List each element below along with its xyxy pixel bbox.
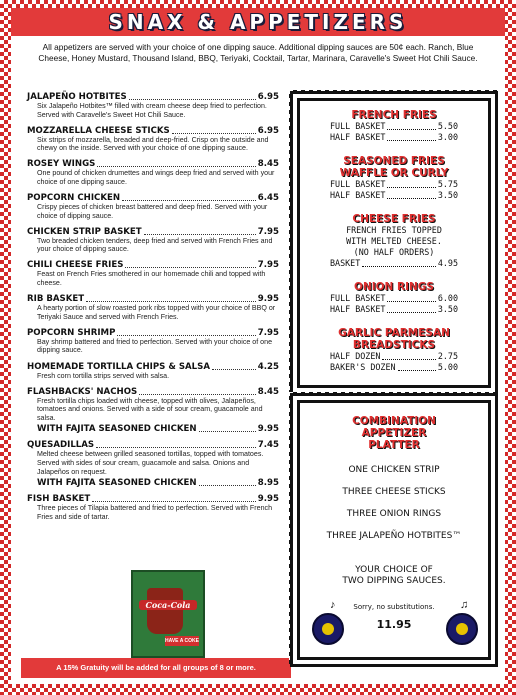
menu-item: [27, 193, 279, 220]
item-name: CHICKEN STRIP BASKET: [27, 226, 142, 237]
item-price: 6.45: [257, 193, 279, 204]
breadsticks-subtitle: BREADSTICKS: [352, 339, 436, 351]
menu-item: [27, 494, 279, 521]
item-name: FLASHBACKS' NACHOS: [27, 386, 138, 397]
item-name: RIB BASKET: [27, 294, 85, 305]
item-description: A hearty portion of slow roasted pork ribs topped with your choice of BBQ or Teriyaki Sauce and served with French Fries.: [37, 304, 276, 321]
item-price: 7.95: [257, 327, 279, 338]
price-line: FULL BASKET 5.50: [330, 121, 458, 131]
item-name: POPCORN SHRIMP: [27, 327, 116, 338]
item-name: FISH BASKET: [27, 494, 91, 505]
item-price: 6.95: [257, 125, 279, 136]
combo-title: COMBINATION: [352, 415, 436, 427]
item-price: 7.95: [257, 226, 279, 237]
item-description: Six Jalapeño Hotbites™ filled with cream cheese deep fried to perfection. Served with Caravelle's Sweet Hot Chili Sauce.: [37, 102, 267, 119]
item-price: 9.95: [257, 294, 279, 305]
french-fries-title: FRENCH FRIES: [351, 109, 437, 121]
item-description: Six strips of mozzarella, breaded and deep-fried. Crisp on the outside and chewy on the inside. Served with your choice of one dipping sauce.: [37, 135, 269, 153]
menu-item: [27, 328, 279, 355]
item-price: 7.45: [257, 440, 279, 451]
price-line: HALF BASKET 3.00: [330, 132, 458, 142]
item-description: Crispy pieces of chicken breast battered and deep fried. Served with your choice of dipping sauce.: [37, 203, 268, 220]
have-a-coke-tag: HAVE A COKE: [165, 638, 199, 644]
appetizer-list: [27, 92, 279, 528]
item-option: [27, 424, 279, 434]
combo-item: THREE JALAPEÑO HOTBITES™: [326, 531, 462, 541]
cheese-fries-desc: WITH MELTED CHEESE.: [346, 236, 442, 246]
item-price: 8.45: [257, 386, 279, 397]
menu-panel: [11, 8, 505, 684]
price-line: FULL BASKET 6.00: [330, 293, 458, 303]
menu-item: [27, 260, 279, 287]
page-title: SNAX & APPETIZERS: [11, 8, 505, 36]
item-name: JALAPEÑO HOTBITES: [27, 92, 127, 102]
menu-item: [27, 227, 279, 254]
item-price: 4.25: [257, 361, 279, 372]
item-name: QUESADILLAS: [27, 440, 95, 451]
music-note-icon: ♪: [330, 599, 336, 611]
item-description: Three pieces of Tilapia battered and fried to perfection. Served with French Fries and side of tartar.: [37, 504, 273, 521]
item-name: HOMEMADE TORTILLA CHIPS & SALSA: [27, 361, 210, 372]
option-name: WITH FAJITA SEASONED CHICKEN: [37, 478, 197, 489]
menu-item: [27, 440, 279, 476]
price-line: HALF DOZEN 2.75: [330, 351, 458, 361]
combo-title: APPETIZER: [361, 427, 427, 439]
item-name: ROSEY WINGS: [27, 159, 96, 170]
cheese-fries-note: (NO HALF ORDERS): [353, 247, 435, 257]
coca-cola-logo: Coca-Cola: [139, 600, 197, 610]
combo-title: PLATTER: [368, 439, 420, 451]
combo-item: ONE CHICKEN STRIP: [348, 465, 440, 475]
menu-item: [27, 294, 279, 321]
item-description: One pound of chicken drumettes and wings deep fried and served with your choice of one dipping sauce.: [37, 169, 275, 186]
onion-rings-title: ONION RINGS: [354, 281, 434, 293]
item-name: CHILI CHEESE FRIES: [27, 260, 124, 271]
intro-text: All appetizers are served with your choice of one dipping sauce. Additional dipping sauces are 50¢ each. Ranch, Blue Cheese, Honey Mustard, Thousand Island, BBQ, Teriyaki, Cocktail, Tartar, Marinara, Caravelle's Sweet Hot Chili Sauce.: [38, 42, 478, 63]
gratuity-notice: A 15% Gratuity will be added for all groups of 8 or more.: [21, 658, 291, 678]
vinyl-record-icon: [312, 613, 344, 645]
price-line: BAKER'S DOZEN 5.00: [330, 362, 458, 372]
option-name: WITH FAJITA SEASONED CHICKEN: [37, 424, 197, 435]
price-line: FULL BASKET 5.75: [330, 179, 458, 189]
item-price: 7.95: [257, 260, 279, 271]
combo-box: [297, 400, 491, 660]
combo-item: THREE ONION RINGS: [346, 509, 442, 519]
item-option: [27, 478, 279, 488]
seasoned-fries-subtitle: WAFFLE OR CURLY: [339, 167, 449, 179]
vinyl-record-icon: [446, 613, 478, 645]
option-price: 8.95: [257, 478, 279, 489]
breadsticks-title: GARLIC PARMESAN: [338, 327, 450, 339]
glass-icon: [147, 588, 183, 634]
item-price: 8.45: [257, 159, 279, 170]
sides-box: [297, 98, 491, 388]
combo-price: 11.95: [376, 618, 412, 631]
menu-item: [27, 92, 279, 119]
item-name: POPCORN CHICKEN: [27, 193, 121, 204]
no-substitutions-note: Sorry, no substitutions.: [353, 603, 435, 611]
menu-item: [27, 362, 279, 381]
item-description: Bay shrimp battered and fried to perfection. Served with your choice of one dipping sauce.: [37, 337, 273, 355]
item-name: MOZZARELLA CHEESE STICKS: [27, 125, 170, 136]
combo-choice: TWO DIPPING SAUCES.: [342, 576, 446, 586]
option-price: 9.95: [257, 424, 279, 435]
combo-item: THREE CHEESE STICKS: [342, 487, 446, 497]
item-description: Two breaded chicken tenders, deep fried and served with French Fries and your choice of dipping sauce.: [37, 236, 273, 254]
menu-item: [27, 387, 279, 423]
item-description: Fresh corn tortilla strips served with salsa.: [37, 371, 170, 380]
music-note-icon: ♫: [460, 599, 469, 611]
item-description: Feast on French Fries smothered in our homemade chili and topped with cheese.: [37, 270, 266, 288]
combo-choice: YOUR CHOICE OF: [355, 565, 433, 575]
price-line: HALF BASKET 3.50: [330, 304, 458, 314]
item-description: Fresh tortilla chips loaded with cheese, topped with olives, Jalapeños, tomatoes and onions. Served with a side of sour cream, guacamole and salsa.: [37, 396, 263, 422]
cheese-fries-desc: FRENCH FRIES TOPPED: [346, 225, 442, 235]
item-price: 6.95: [257, 92, 279, 102]
seasoned-fries-title: SEASONED FRIES: [343, 155, 445, 167]
item-price: 9.95: [257, 494, 279, 505]
coca-cola-ad-image: [131, 570, 205, 658]
price-line: HALF BASKET 3.50: [330, 190, 458, 200]
menu-item: [27, 126, 279, 153]
cheese-fries-title: CHEESE FRIES: [352, 213, 436, 225]
menu-item: [27, 159, 279, 186]
price-line: BASKET 4.95: [330, 258, 458, 268]
item-description: Melted cheese between grilled seasoned tortillas, topped with tomatoes. Served with sides of sour cream, guacamole and salsa. Onions and Jalapeños on request.: [37, 450, 264, 476]
